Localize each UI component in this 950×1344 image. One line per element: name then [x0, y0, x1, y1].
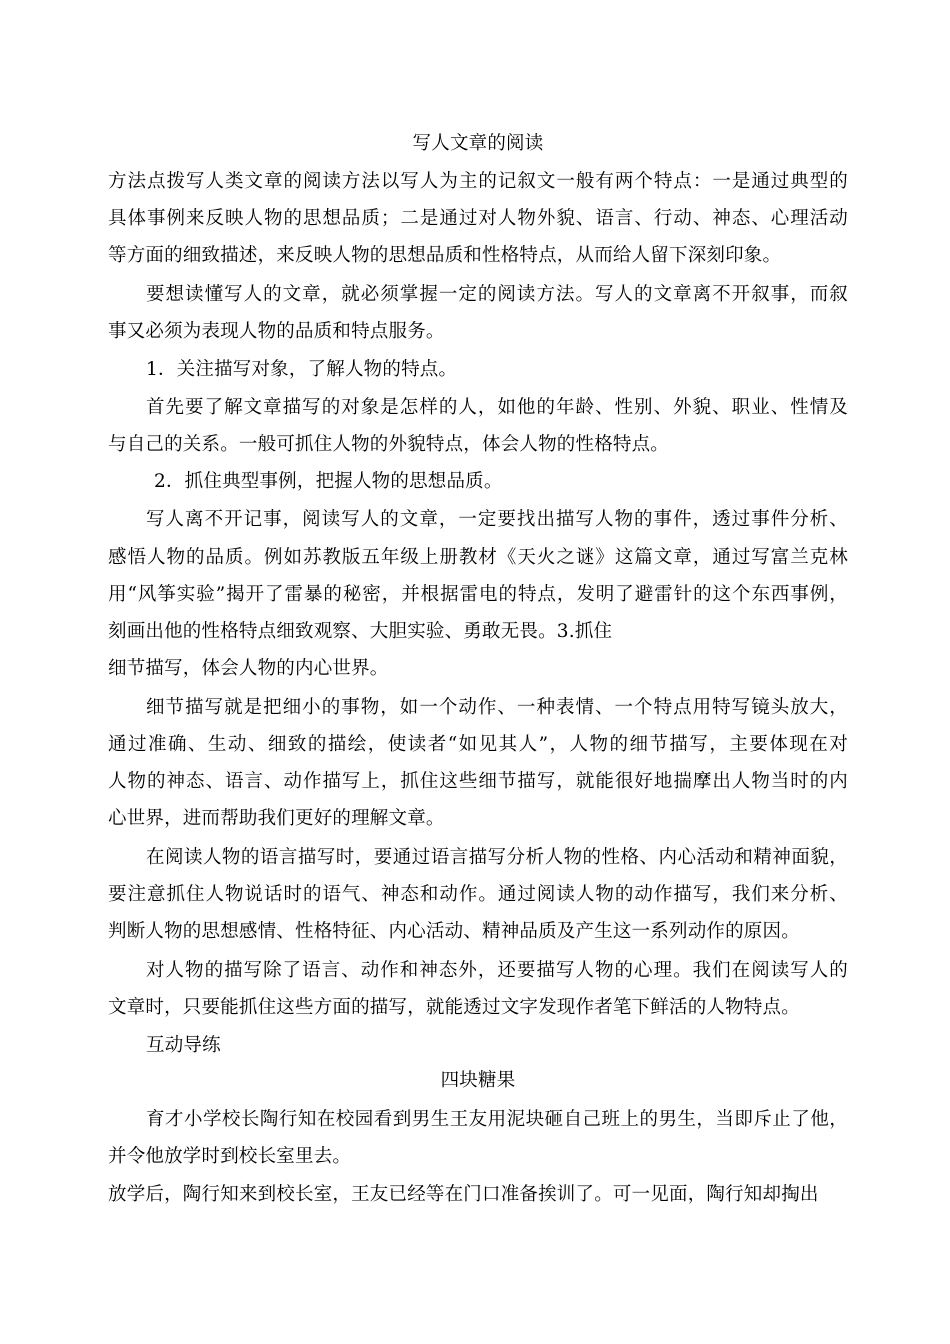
- paragraph-line: 文章时，只要能抓住这些方面的描写，就能透过文字发现作者笔下鲜活的人物特点。: [108, 997, 800, 1018]
- paragraph-line: 方法点拨写人类文章的阅读方法以写人为主的记叙文一般有两个特点：一是通过典型的: [108, 171, 848, 192]
- section-heading: 互动导练: [146, 1035, 221, 1056]
- paragraph-line: 判断人物的思想感情、性格特征、内心活动、精神品质及产生这一系列动作的原因。: [108, 921, 800, 942]
- story-line: 育才小学校长陶行知在校园看到男生王友用泥块砸自己班上的男生，当即斥止了他，: [146, 1109, 848, 1130]
- story-line: 放学后，陶行知来到校长室，王友已经等在门口准备挨训了。可一见面，陶行知却掏出: [108, 1184, 819, 1205]
- story-line: 并令他放学时到校长室里去。: [108, 1146, 352, 1167]
- paragraph-line: 与自己的关系。一般可抓住人物的外貌特点，体会人物的性格特点。: [108, 434, 670, 455]
- paragraph-line: 具体事例来反映人物的思想品质；二是通过对人物外貌、语言、行动、神态、心理活动: [108, 208, 848, 229]
- paragraph-line: 要想读懂写人的文章，就必须掌握一定的阅读方法。写人的文章离不开叙事，而叙: [146, 284, 848, 305]
- paragraph-line: 事又必须为表现人物的品质和特点服务。: [108, 321, 445, 342]
- paragraph-line: 人物的神态、语言、动作描写上，抓住这些细节描写，就能很好地揣摩出人物当时的内: [108, 771, 848, 792]
- paragraph-line: 对人物的描写除了语言、动作和神态外，还要描写人物的心理。我们在阅读写人的: [146, 960, 848, 981]
- section-heading: 1．关注描写对象，了解人物的特点。: [146, 359, 458, 380]
- paragraph-line: 用“风筝实验”揭开了雷暴的秘密，并根据雷电的特点，发明了避雷针的这个东西事例，: [108, 584, 848, 605]
- paragraph-line: 等方面的细致描述，来反映人物的思想品质和性格特点，从而给人留下深刻印象。: [108, 245, 782, 266]
- paragraph-line: 细节描写就是把细小的事物，如一个动作、一种表情、一个特点用特写镜头放大，: [146, 697, 848, 718]
- paragraph-line: 通过准确、生动、细致的描绘，使读者“如见其人”，人物的细节描写，主要体现在对: [108, 734, 848, 755]
- paragraph-line: 刻画出他的性格特点细致观察、大胆实验、勇敢无畏。3.抓住: [108, 621, 613, 642]
- paragraph-line: 要注意抓住人物说话时的语气、神态和动作。通过阅读人物的动作描写，我们来分析、: [108, 884, 848, 905]
- paragraph-line: 在阅读人物的语言描写时，要通过语言描写分析人物的性格、内心活动和精神面貌，: [146, 847, 848, 868]
- section-heading: 细节描写，体会人物的内心世界。: [108, 658, 389, 679]
- paragraph-line: 感悟人物的品质。例如苏教版五年级上册教材《天火之谜》这篇文章，通过写富兰克林: [108, 547, 848, 568]
- paragraph-line: 首先要了解文章描写的对象是怎样的人，如他的年龄、性别、外貌、职业、性情及: [146, 397, 848, 418]
- paragraph-line: 写人离不开记事，阅读写人的文章，一定要找出描写人物的事件，透过事件分析、: [146, 509, 848, 530]
- section-heading: 2．抓住典型事例，把握人物的思想品质。: [154, 471, 503, 492]
- story-title: 四块糖果: [440, 1070, 516, 1091]
- document-title: 写人文章的阅读: [412, 133, 544, 154]
- paragraph-line: 心世界，进而帮助我们更好的理解文章。: [108, 808, 445, 829]
